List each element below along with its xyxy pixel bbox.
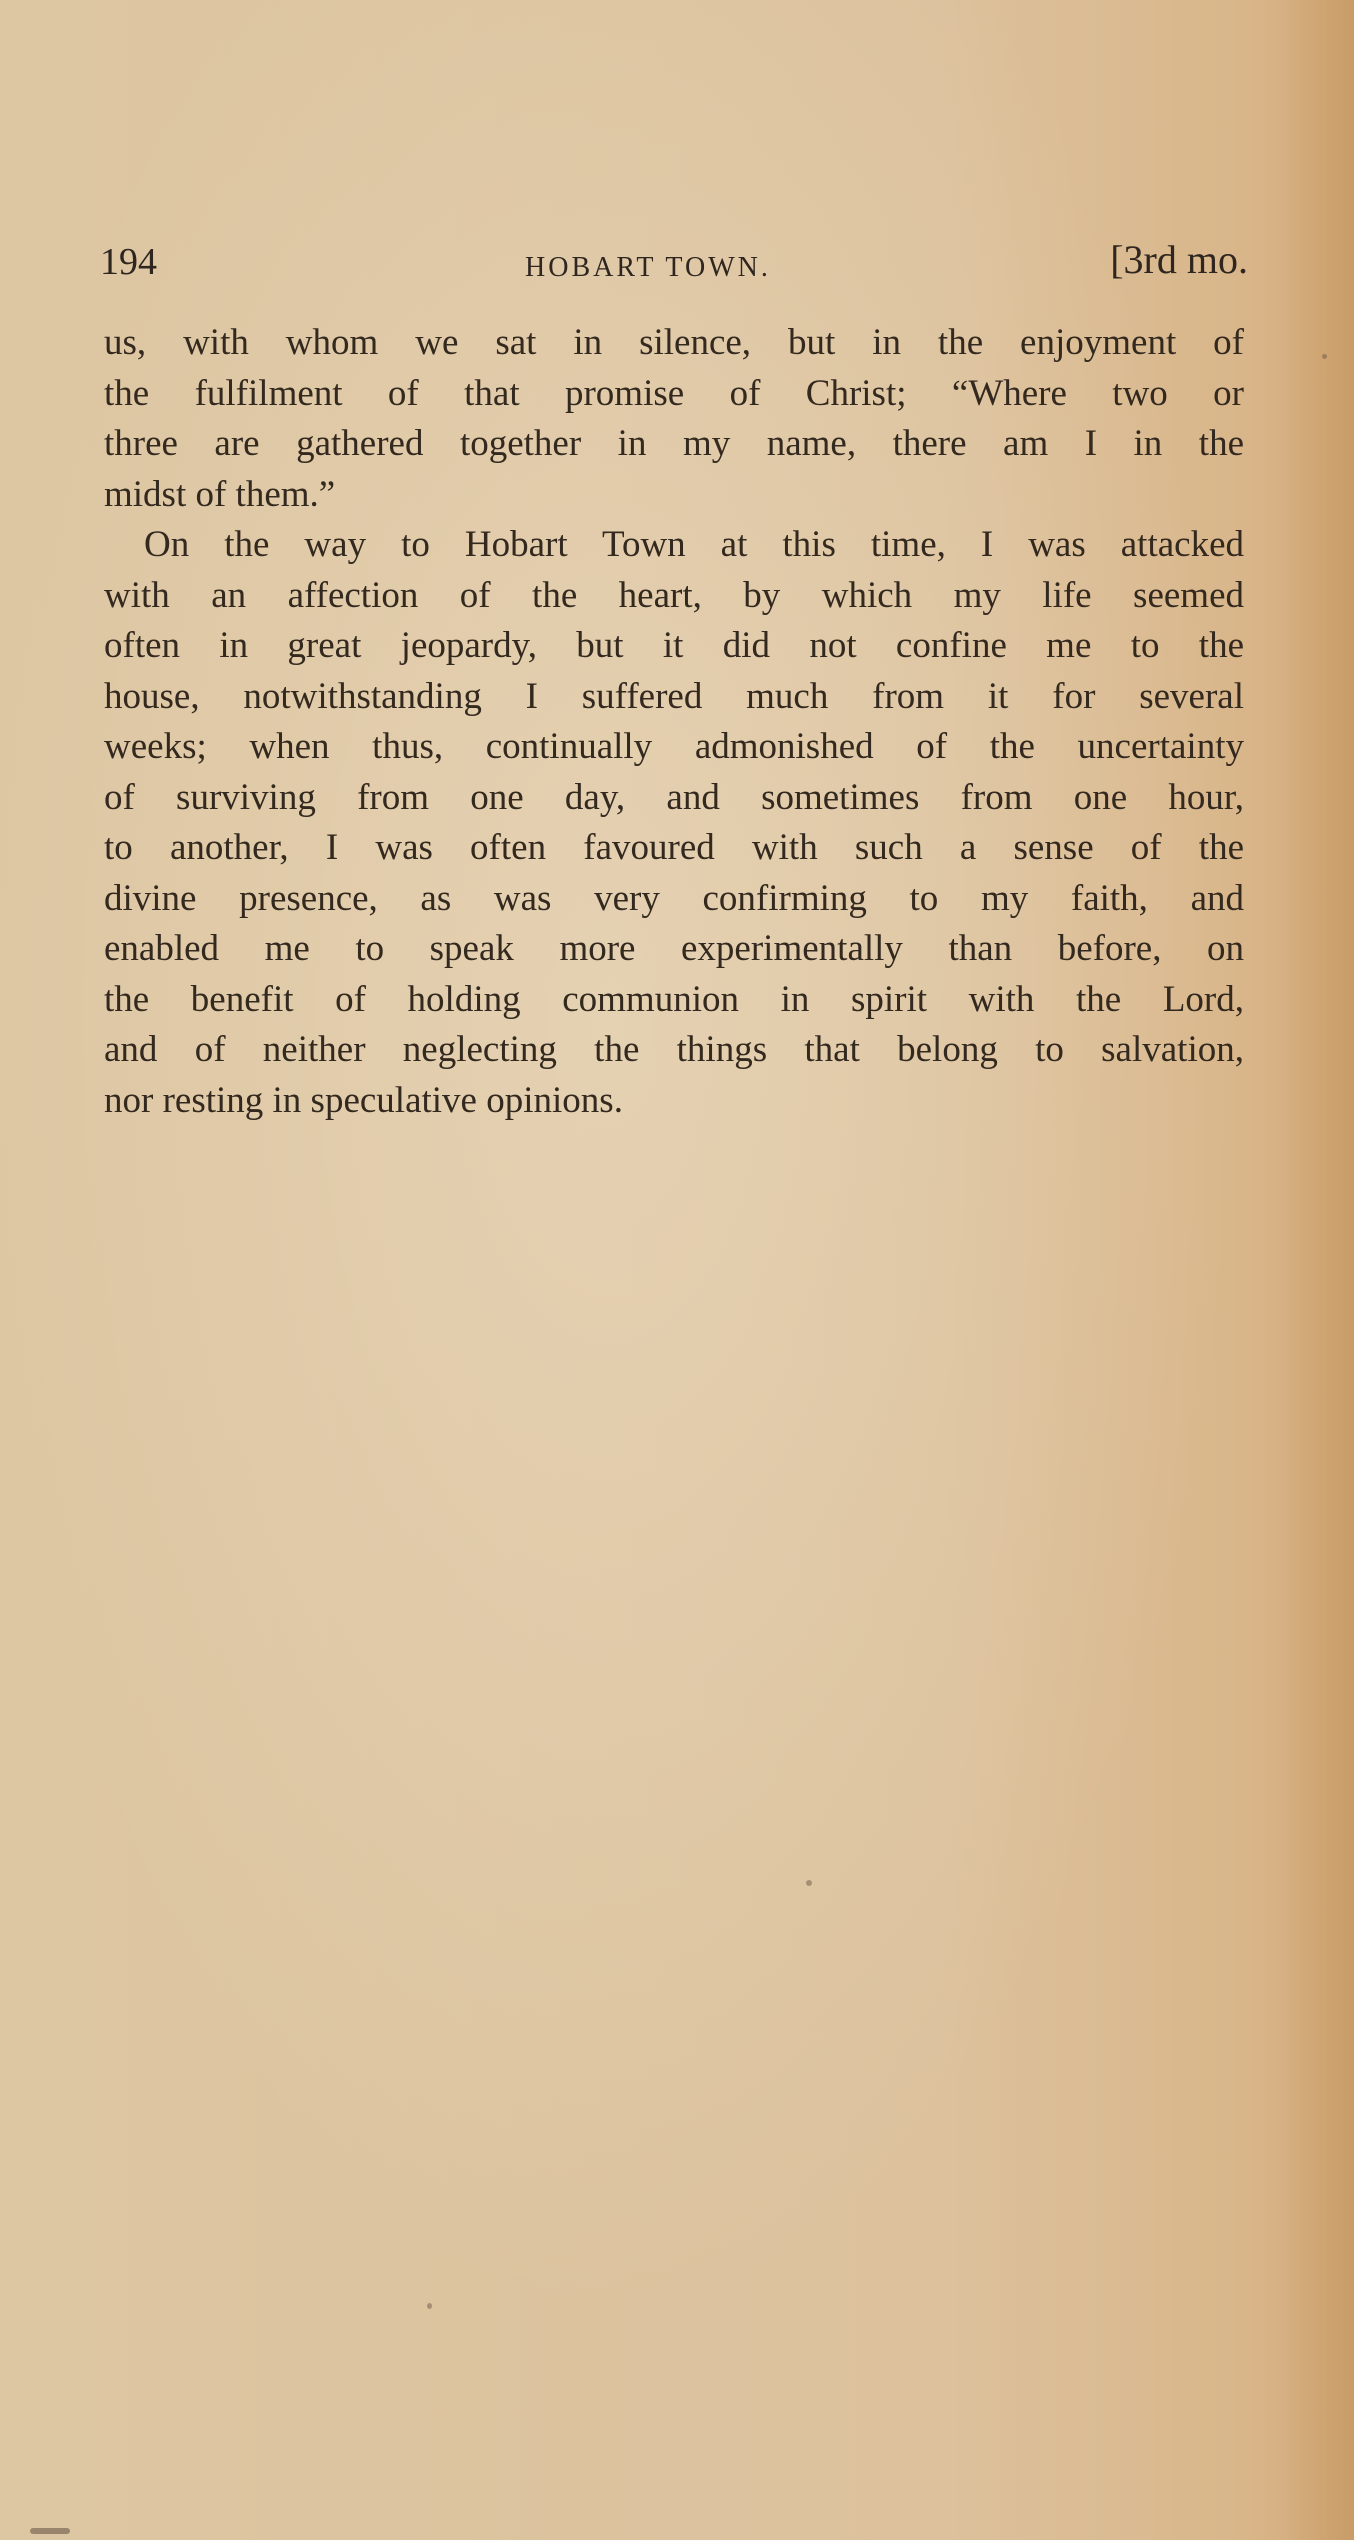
text-line: us, with whom we sat in silence, but in the enjoyment of xyxy=(104,322,1244,363)
page-edge-shading xyxy=(1284,0,1354,2540)
paper-speck xyxy=(806,1880,812,1886)
text-line: divine presence, as was very confirming to my faith, and xyxy=(104,877,1244,919)
text-line: house, notwithstanding I suffered much from it for several xyxy=(104,675,1244,717)
text-line: On the way to Hobart Town at this time, I was attacked xyxy=(144,524,1244,565)
text-line: to another, I was often favoured with such a sense of the xyxy=(104,827,1244,868)
text-line: three are gathered together in my name, there am I in the xyxy=(104,423,1244,464)
body-text xyxy=(104,318,1244,1126)
paper-speck xyxy=(427,2303,432,2309)
paper-speck xyxy=(1322,354,1327,359)
text-line: the benefit of holding communion in spirit with the Lord, xyxy=(104,978,1244,1020)
paragraph-2 xyxy=(104,520,1244,1126)
text-line: the fulfilment of that promise of Christ; “Where two or xyxy=(104,372,1244,414)
paper-speck xyxy=(30,2528,70,2534)
text-line: and of neither neglecting the things that belong to salvation, xyxy=(104,1029,1244,1070)
text-line: midst of them.” xyxy=(104,473,336,515)
text-line: often in great jeopardy, but it did not confine me to the xyxy=(104,625,1244,666)
text-line: nor resting in speculative opinions. xyxy=(104,1079,623,1121)
text-line: enabled me to speak more experimentally than before, on xyxy=(104,928,1244,969)
text-line: weeks; when thus, continually admonished of the uncertainty xyxy=(104,726,1244,767)
text-line: of surviving from one day, and sometimes from one hour, xyxy=(104,776,1244,818)
page-number: 194 xyxy=(100,241,157,283)
paragraph-1 xyxy=(104,318,1244,520)
running-date: [3rd mo. xyxy=(1110,237,1248,282)
text-line: with an affection of the heart, by which my life seemed xyxy=(104,574,1244,616)
running-title: HOBART TOWN. xyxy=(525,252,771,283)
running-head xyxy=(100,237,1248,288)
